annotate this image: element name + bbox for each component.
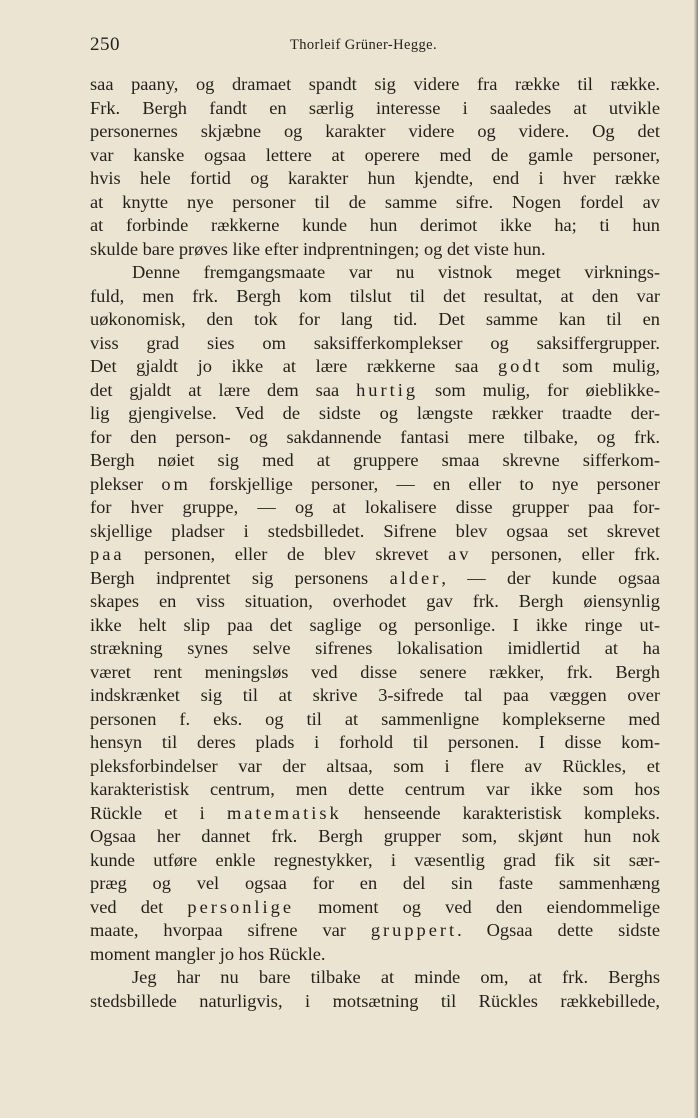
spaced-emphasis: gruppert (370, 920, 458, 940)
text-line: at forbinde rækkerne kunde hun derimot ikke ha; ti hun (90, 215, 660, 235)
text-line: pleksforbindelser var der altsaa, som i flere av Rückles, et (90, 755, 660, 776)
spaced-emphasis: personlige (187, 896, 294, 917)
text-line: skulde bare prøves like efter indprentningen; og det viste hun. (90, 238, 546, 259)
text-line (90, 802, 660, 826)
text-line: kunde utføre enkle regnestykker, i væsentlig grad fik sit sær- (90, 849, 660, 870)
text-line: viss grad sies om saksifferkomplekser og saksiffergrupper. (90, 332, 660, 353)
text-run: forskjellige personer, — en eller to nye personer (190, 473, 660, 494)
text-line: hvis hele fortid og karakter hun kjendte, end i hver række (90, 168, 660, 188)
spaced-emphasis: paa (90, 544, 125, 564)
text-run: som mulig, (542, 356, 660, 376)
spaced-emphasis: om (161, 473, 191, 494)
text-line: var kanske ogsaa lettere at operere med de gamle personer, (90, 144, 660, 165)
text-line: lig gjengivelse. Ved de sidste og længste rækker traadte der- (90, 403, 660, 423)
text-run: Det gjaldt jo ikke at lære rækkerne saa (90, 356, 498, 376)
body-text (90, 73, 660, 1013)
text-run: det gjaldt at lære dem saa (90, 379, 357, 400)
text-line (90, 355, 660, 379)
text-line: fuld, men frk. Bergh kom tilslut til det resultat, at den var (90, 285, 660, 306)
text-line: saa paany, og dramaet spandt sig videre fra række til række. (90, 74, 660, 94)
page-number: 250 (90, 34, 120, 55)
text-line: indskrænket sig til at skrive 3-sifrede tal paa væggen over (90, 685, 660, 705)
text-line (90, 567, 660, 591)
spaced-emphasis: alder (389, 567, 442, 588)
text-line (90, 379, 660, 403)
text-line: karakteristisk centrum, men dette centrum var ikke som hos (90, 779, 660, 799)
text-run: plekser (90, 473, 162, 494)
text-line: moment mangler jo hos Rückle. (90, 943, 326, 964)
text-line: strækning synes selve sifrenes lokalisation imidlertid at ha (90, 638, 660, 658)
text-run: . Ogsaa dette sidste (457, 920, 661, 940)
text-line: skapes en viss situation, overhodet gav frk. Bergh øiensynlig (90, 591, 660, 611)
text-line: Frk. Bergh fandt en særlig interesse i saaledes at utvikle (90, 97, 660, 118)
running-head (90, 34, 660, 60)
text-line: hensyn til deres plads i forhold til personen. I disse kom- (90, 732, 660, 752)
spaced-emphasis: av (448, 544, 472, 564)
text-run: moment og ved den eiendommelige (293, 896, 660, 917)
text-line: Jeg har nu bare tilbake at minde om, at frk. Berghs (132, 967, 660, 987)
text-run: maate, hvorpaa sifrene var (90, 920, 371, 940)
text-line: været rent meningsløs ved disse senere rækker, frk. Bergh (90, 661, 660, 682)
text-line (90, 543, 660, 567)
text-run: personen, eller frk. (471, 544, 660, 564)
text-run: ved det (90, 896, 188, 917)
text-line: Ogsaa her dannet frk. Bergh grupper som, skjønt hun nok (90, 826, 660, 846)
text-line (90, 919, 660, 943)
text-line: for den person- og sakdannende fantasi mere tilbake, og frk. (90, 426, 660, 447)
text-line: ikke helt slip paa det saglige og personlige. I ikke ringe ut- (90, 614, 660, 635)
text-line: for hver gruppe, — og at lokalisere disse grupper paa for- (90, 497, 660, 517)
text-run: som mulig, for øieblikke- (418, 379, 660, 400)
text-line: personen f. eks. og til at sammenligne komplekserne med (90, 708, 660, 729)
text-run: Bergh indprentet sig personens (90, 567, 390, 588)
page-edge (694, 0, 698, 1118)
running-title: Thorleif Grüner-Hegge. (290, 37, 438, 53)
spaced-emphasis: matematisk (226, 802, 342, 823)
text-run: Rückle et i (90, 802, 227, 823)
text-line: skjellige pladser i stedsbilledet. Sifrene blev ogsaa set skrevet (90, 520, 660, 541)
text-line: Bergh nøiet sig med at gruppere smaa skrevne sifferkom- (90, 450, 660, 470)
text-line (90, 896, 660, 920)
text-line: præg og vel ogsaa for en del sin faste sammenhæng (90, 873, 660, 893)
spaced-emphasis: hurtig (356, 379, 419, 400)
text-run: henseende karakteristisk kompleks. (341, 802, 660, 823)
text-line: at knytte nye personer til de samme sifre. Nogen fordel av (90, 191, 660, 212)
text-line: uøkonomisk, den tok for lang tid. Det samme kan til en (90, 309, 660, 329)
text-line (90, 473, 660, 497)
text-line: stedsbillede naturligvis, i motsætning til Rückles rækkebillede, (90, 990, 660, 1011)
text-run: , — der kunde ogsaa (441, 567, 660, 588)
spaced-emphasis: godt (497, 356, 543, 376)
text-line: personernes skjæbne og karakter videre og videre. Og det (90, 121, 660, 141)
text-run: personen, eller de blev skrevet (124, 544, 449, 564)
text-line: Denne fremgangsmaate var nu vistnok meget virknings- (132, 262, 660, 282)
